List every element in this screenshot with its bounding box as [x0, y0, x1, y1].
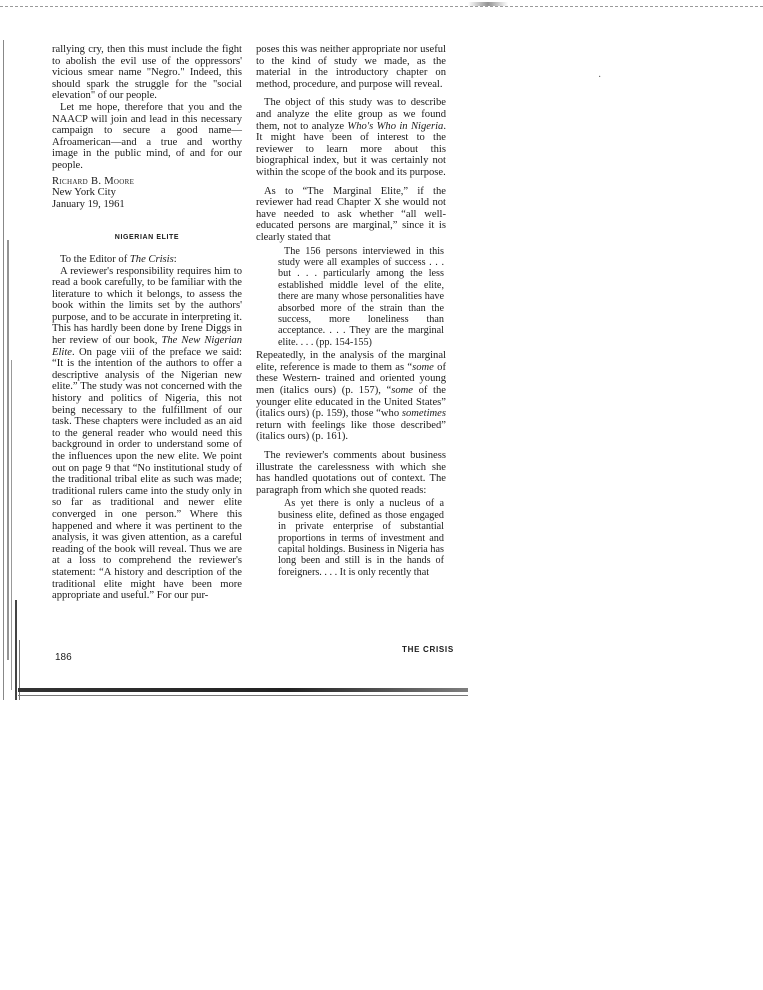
- page-number: 186: [55, 652, 72, 663]
- scan-left-edge: [0, 40, 22, 700]
- reply-paragraph-1-text-a: A reviewer's responsibility requires him to read a book carefully, to be familiar with the literature to which it belongs, to assess the book within the limits set by the authors' purpose, and to be accurate in interpreting it. This has hardly been done by Irene Diggs in her review of our book,: [52, 265, 242, 347]
- reply-paragraph-1: [52, 266, 242, 602]
- reply-paragraph-object-text-b: . It might have been of interest to the reviewer to learn more about this biographical index, but it was certainly not within the scope of the book and its purpose.: [256, 120, 446, 178]
- salutation-magazine: The Crisis: [129, 253, 174, 265]
- right-column: [256, 44, 446, 580]
- signature-date: January 19, 1961: [52, 198, 125, 210]
- repeatedly-text-d: return with feelings like those described” (italics ours) (p. 161).: [256, 419, 446, 443]
- running-head: THE CRISIS: [402, 645, 454, 654]
- reply-paragraph-continuation: poses this was neither appropriate nor useful to the kind of study we made, as the material in the introductory chapter on method, procedure, and purpose will reveal.: [256, 44, 446, 90]
- scan-smudge: [468, 2, 508, 6]
- repeatedly-text-a: Repeatedly, in the analysis of the marginal elite, reference is made to them as “: [256, 350, 446, 373]
- left-column: [52, 44, 242, 602]
- scan-bottom-rule: [18, 695, 468, 696]
- repeatedly-text-c: of the younger elite educated in the United States” (italics ours) (p. 159), those “who: [256, 384, 446, 420]
- scan-top-edge: [0, 6, 763, 7]
- scan-bottom-edge: [18, 688, 468, 692]
- reply-paragraph-marginal: As to “The Marginal Elite,” if the reviewer had read Chapter X she would not have needed to ask whether “all well-educated persons are marginal,” since it is clearly stated that: [256, 185, 446, 243]
- reply-paragraph-1-text-b: . On page viii of the preface we said: “It is the intention of the authors to offer a descriptive analysis of the Nigerian new elite.” The study was not concerned with the history and politics of Nigeria, this not being necessary to the fulfillment of our task. These chapters were included as an aid to the general reader who would need this background in order to understand some of the influences upon the new elite. We point out on page 9 that “No institutional study of the traditional tribal elite as such was made; traditional rulers came into the study only in so far as traditional and newer elite converged in one person.” Where this happened and where it was pertinent to the analysis, it was given attention, as a careful reading of the book will reveal. Thus we are at a loss to comprehend the reviewer's statement: “A history and description of the traditional elite might have been more appropriate and useful.” For our pur-: [52, 346, 242, 602]
- reply-paragraph-object-text-a: The object of this study was to describe and analyze the elite group as we found them, not to analyze: [256, 97, 446, 132]
- salutation-prefix: To the Editor of: [60, 253, 130, 265]
- section-heading: NIGERIAN ELITE: [114, 234, 180, 242]
- signature-city: New York City: [52, 187, 116, 199]
- block-quote-marginal-text: The 156 persons interviewed in this study were all examples of success . . . but . . . particularly among the less established middle level of the elite, there are many whose personalities have absorbed more of the strain than the success, more loneliness than acceptance. . . . They are the marginal elite. . . . (pp. 154-155): [278, 245, 444, 348]
- repeatedly-emphasis-3: sometimes: [401, 408, 446, 420]
- repeatedly-emphasis-1: some: [412, 361, 434, 373]
- reply-paragraph-object: [256, 97, 446, 178]
- letter-signature: [52, 176, 242, 211]
- reply-paragraph-business: The reviewer's comments about business illustrate the carelessness with which she has handled quotations out of context. The paragraph from which she quoted reads:: [256, 449, 446, 496]
- letter-appeal-paragraph: Let me hope, therefore that you and the NAACP will join and lead in this necessary campaign to secure a good name—Afroamerican—and a true and worthy image in the public mind, of and for our people.: [52, 101, 242, 171]
- book-title: The New Nigerian Elite: [52, 335, 242, 358]
- signature-name: Richard B. Moore: [52, 175, 135, 187]
- block-quote-marginal: [256, 246, 446, 349]
- index-title: Who's Who in Nigeria: [347, 120, 444, 132]
- repeatedly-text-b: of these Western- trained and oriented young men (italics ours) (p. 157), “: [256, 361, 446, 396]
- salutation-suffix: :: [173, 253, 177, 265]
- letter-closing-paragraph: rallying cry, then this must include the fight to abolish the evil use of the oppressors' vicious smear name "Negro." Indeed, this should spark the struggle for the "social elevation" of our people.: [52, 44, 242, 102]
- block-quote-business-text: As yet there is only a nucleus of a business elite, defined as those engaged in private enterprise of substantial proportions in terms of investment and capital holdings. Business in Nigeria has long been and still is in the hands of foreigners. . . . It is only recently that: [278, 498, 444, 578]
- repeatedly-emphasis-2: some: [391, 384, 413, 396]
- block-quote-business: [256, 498, 446, 578]
- salutation: [52, 254, 242, 266]
- reply-paragraph-repeatedly: [256, 350, 446, 443]
- scan-speck: ·: [598, 72, 602, 83]
